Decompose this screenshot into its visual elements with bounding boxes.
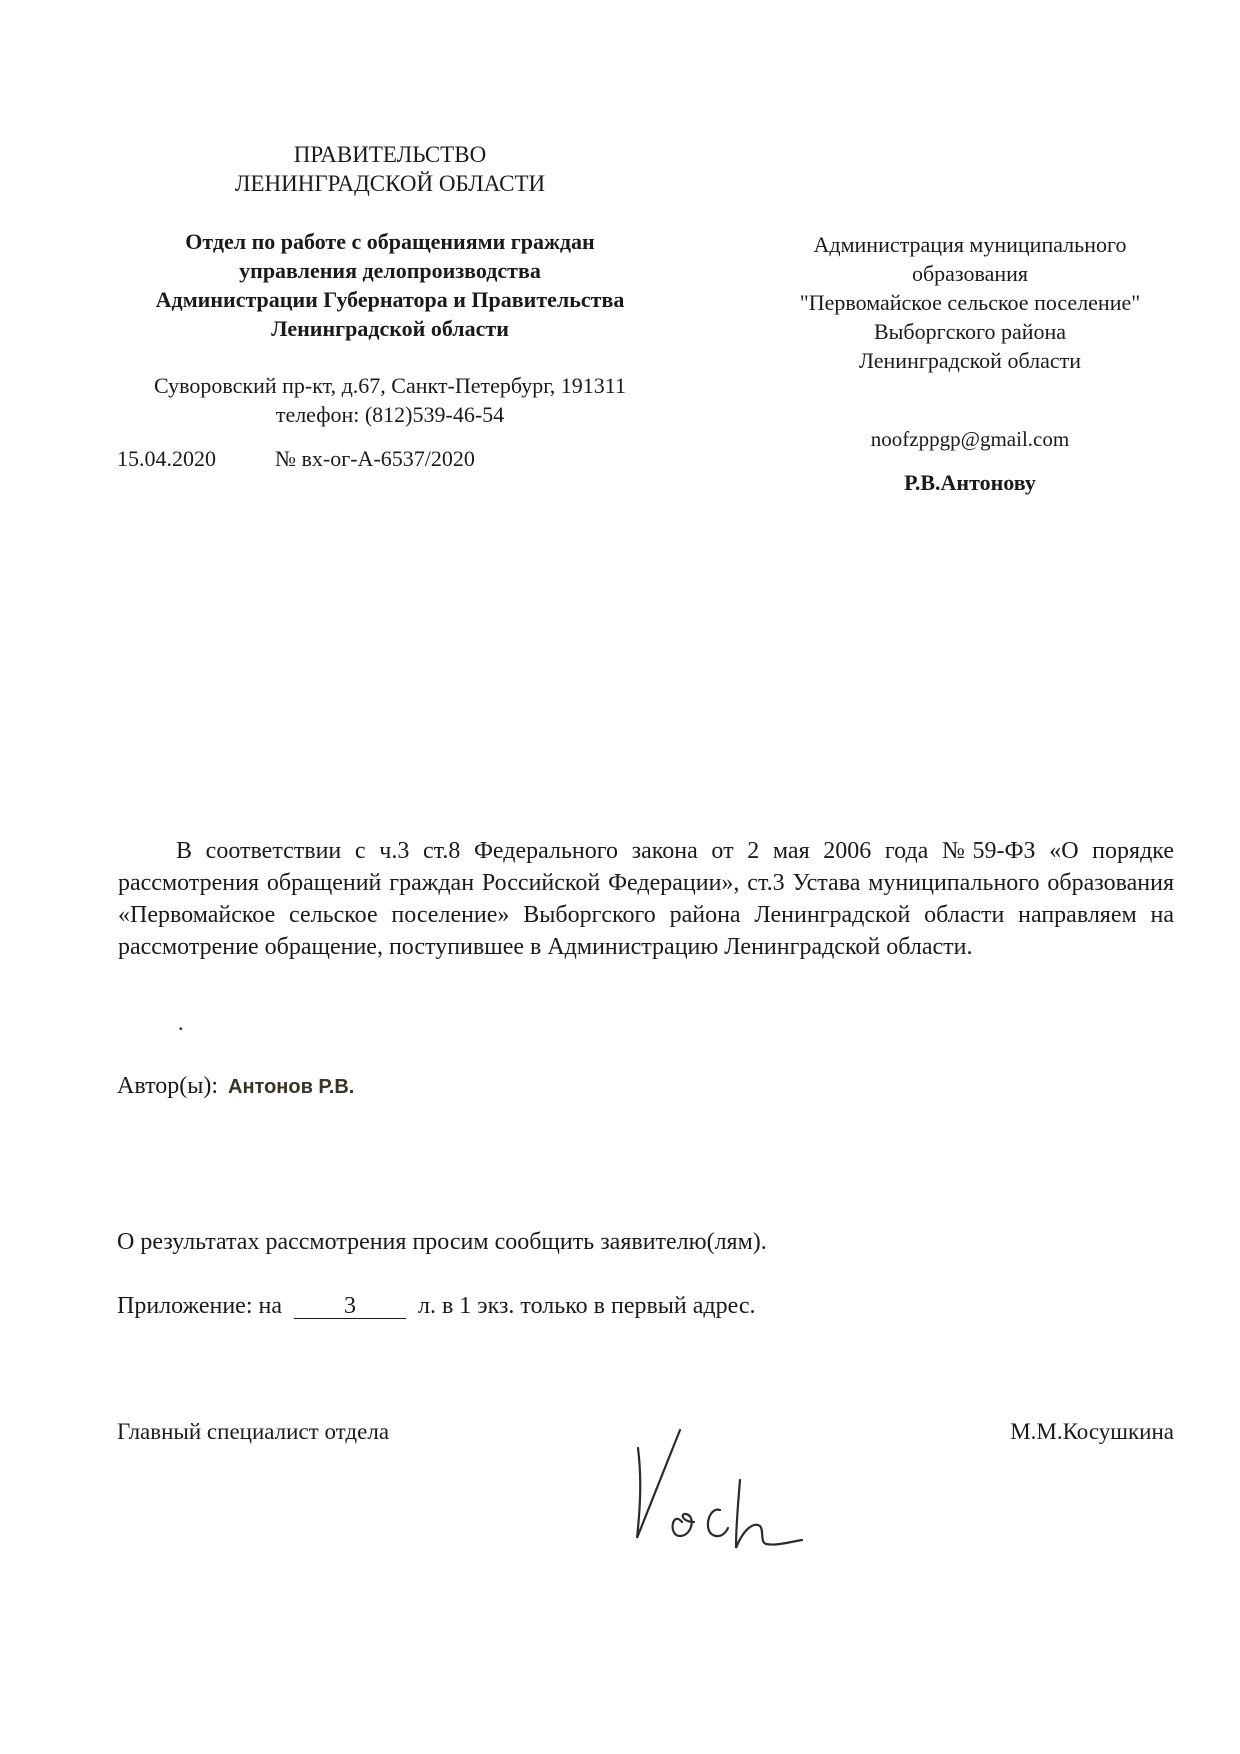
body-dot: . (178, 1010, 184, 1035)
signature-stroke (708, 1510, 728, 1537)
sender-block (110, 140, 670, 429)
result-request-text: О результатах рассмотрения просим сообщить заявителю(лям). (117, 1229, 767, 1255)
author-row (117, 1073, 354, 1100)
sender-contacts (110, 371, 670, 429)
recipient-line5: Ленинградской области (859, 348, 1081, 373)
attachment-pages: 3 (294, 1294, 406, 1319)
sender-address: Суворовский пр-кт, д.67, Санкт-Петербург, 191311 (154, 373, 626, 398)
recipient-block (760, 230, 1180, 375)
department-line1: Отдел по работе с обращениями граждан (185, 229, 595, 254)
sender-phone: телефон: (812)539-46-54 (275, 402, 505, 427)
recipient-line1: Администрация муниципального (813, 232, 1127, 257)
recipient-line3: "Первомайское сельское поселение" (799, 290, 1141, 315)
recipient-line2: образования (911, 261, 1029, 286)
department-line2: управления делопроизводства (239, 258, 541, 283)
registration-number: № вх-ог-А-6537/2020 (275, 446, 475, 471)
government-title-line1: ПРАВИТЕЛЬСТВО (293, 142, 487, 167)
signer-name: М.М.Косушкина (1010, 1419, 1174, 1444)
attachment-suffix: л. в 1 экз. только в первый адрес. (417, 1293, 756, 1319)
author-name: Антонов Р.В. (228, 1076, 355, 1098)
signature-stroke (736, 1480, 802, 1548)
registration-date: 15.04.2020 (117, 446, 216, 471)
attachment-line (117, 1293, 756, 1320)
department-name (110, 227, 670, 343)
department-line4: Ленинградской области (271, 316, 509, 341)
author-label: Автор(ы): (117, 1073, 219, 1099)
signature-stroke (673, 1514, 694, 1536)
department-line3: Администрации Губернатора и Правительства (155, 287, 625, 312)
recipient-email: noofzppgp@gmail.com (870, 427, 1070, 451)
letter-body-paragraph: В соответствии с ч.3 ст.8 Федерального закона от 2 мая 2006 года №59-ФЗ «О порядке рассмотрения обращений граждан Российской Федерации», ст.3 Устава муниципального образования «Первомайское сельское поселение» Выборгского района Ленинградской области направляем на рассмотрение обращение, поступившее в Администрацию Ленинградской области. (118, 838, 1174, 960)
government-title-line2: ЛЕНИНГРАДСКОЙ ОБЛАСТИ (234, 171, 546, 196)
signer-position: Главный специалист отдела (117, 1419, 390, 1444)
recipient-line4: Выборгского района (873, 319, 1067, 344)
attachment-prefix: Приложение: на (117, 1293, 282, 1319)
handwritten-signature (610, 1410, 810, 1570)
recipient-person: Р.В.Антонову (904, 470, 1036, 495)
